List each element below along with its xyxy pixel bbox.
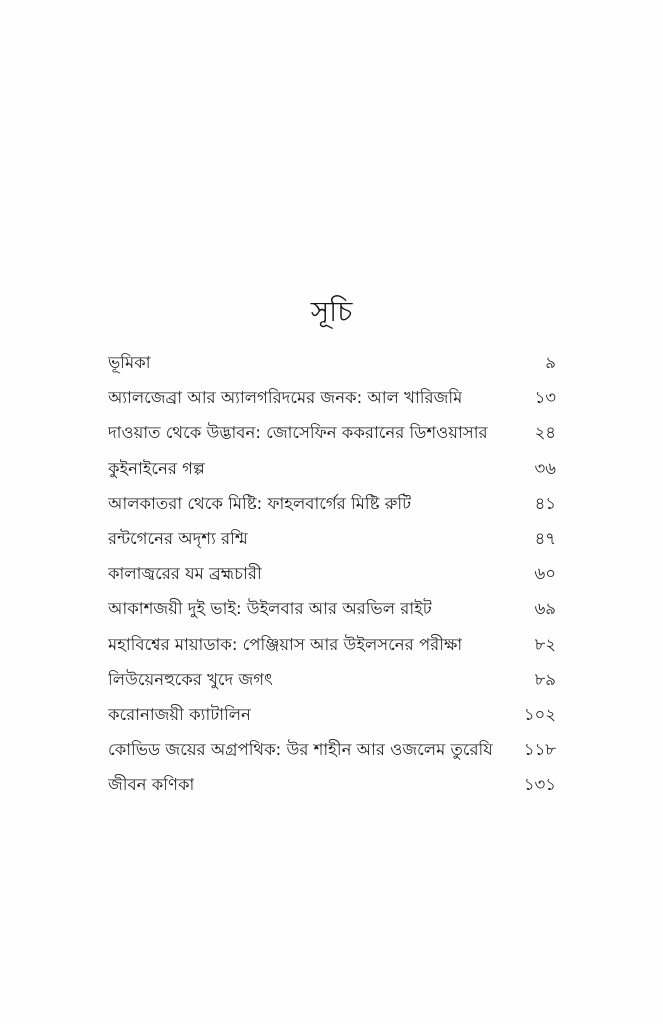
toc-page-number: ১১৮ [523, 740, 556, 760]
toc-page-number: ১৩ [534, 388, 556, 408]
toc-entry-title: আলকাতরা থেকে মিষ্টি: ফাহলবার্গের মিষ্টি রুটি [108, 493, 412, 513]
toc-entry-foreword [108, 347, 556, 382]
toc-page-number: ৬৯ [534, 599, 556, 619]
toc-entry-title: মহাবিশ্বের মায়াডাক: পেঞ্জিয়াস আর উইলসনের পরীক্ষা [108, 634, 463, 654]
toc-entry-title: কোভিড জয়ের অগ্রপথিক: উর শাহীন আর ওজলেম তুরেযি [108, 740, 493, 760]
toc-entry-title: কালাজ্বরের যম ব্রহ্মচারী [108, 564, 262, 584]
toc-page-number: ১০২ [523, 704, 556, 724]
toc-entry-title: কুইনাইনের গল্প [108, 458, 205, 478]
toc-entry-title: দাওয়াত থেকে উদ্ভাবন: জোসেফিন ককরানের ডিশওয়াসার [108, 423, 488, 443]
toc-entry [108, 558, 556, 593]
toc-page-number: ৩৬ [534, 458, 556, 478]
toc-page-number: ৮৯ [534, 669, 556, 689]
toc-page-number: ৪৭ [534, 528, 556, 548]
toc-entry-title: রন্টগেনের অদৃশ্য রশ্মি [108, 528, 248, 548]
toc-entry [108, 523, 556, 558]
toc-entry-title: করোনাজয়ী ক্যাটালিন [108, 704, 251, 724]
toc-page-number: ৪১ [534, 493, 556, 513]
toc-entry-title: লিউয়েনহুকের খুদে জগৎ [108, 669, 273, 689]
toc-entry [108, 769, 556, 804]
toc-entry-title: আকাশজয়ী দুই ভাই: উইলবার আর অরভিল রাইট [108, 599, 432, 619]
toc-entry [108, 734, 556, 769]
toc-entry [108, 629, 556, 664]
toc-entry [108, 593, 556, 628]
toc-page-number: ৬০ [534, 564, 556, 584]
toc-page-number: ৮২ [534, 634, 556, 654]
toc-entry [108, 664, 556, 699]
toc-page-number: ২৪ [534, 423, 556, 443]
toc-page-number: ১৩১ [523, 775, 556, 795]
toc-entry [108, 382, 556, 417]
toc-entry-title: অ্যালজেব্রা আর অ্যালগরিদমের জনক: আল খারিজমি [108, 388, 463, 408]
toc-entry [108, 699, 556, 734]
toc-entry [108, 417, 556, 452]
toc-entry [108, 488, 556, 523]
table-of-contents [108, 347, 556, 804]
toc-entry-title: জীবন কণিকা [108, 775, 195, 795]
toc-heading: সূচি [310, 295, 353, 328]
toc-entry-title: ভূমিকা [108, 353, 151, 372]
toc-entry [108, 453, 556, 488]
toc-page-number: ৯ [545, 353, 556, 372]
